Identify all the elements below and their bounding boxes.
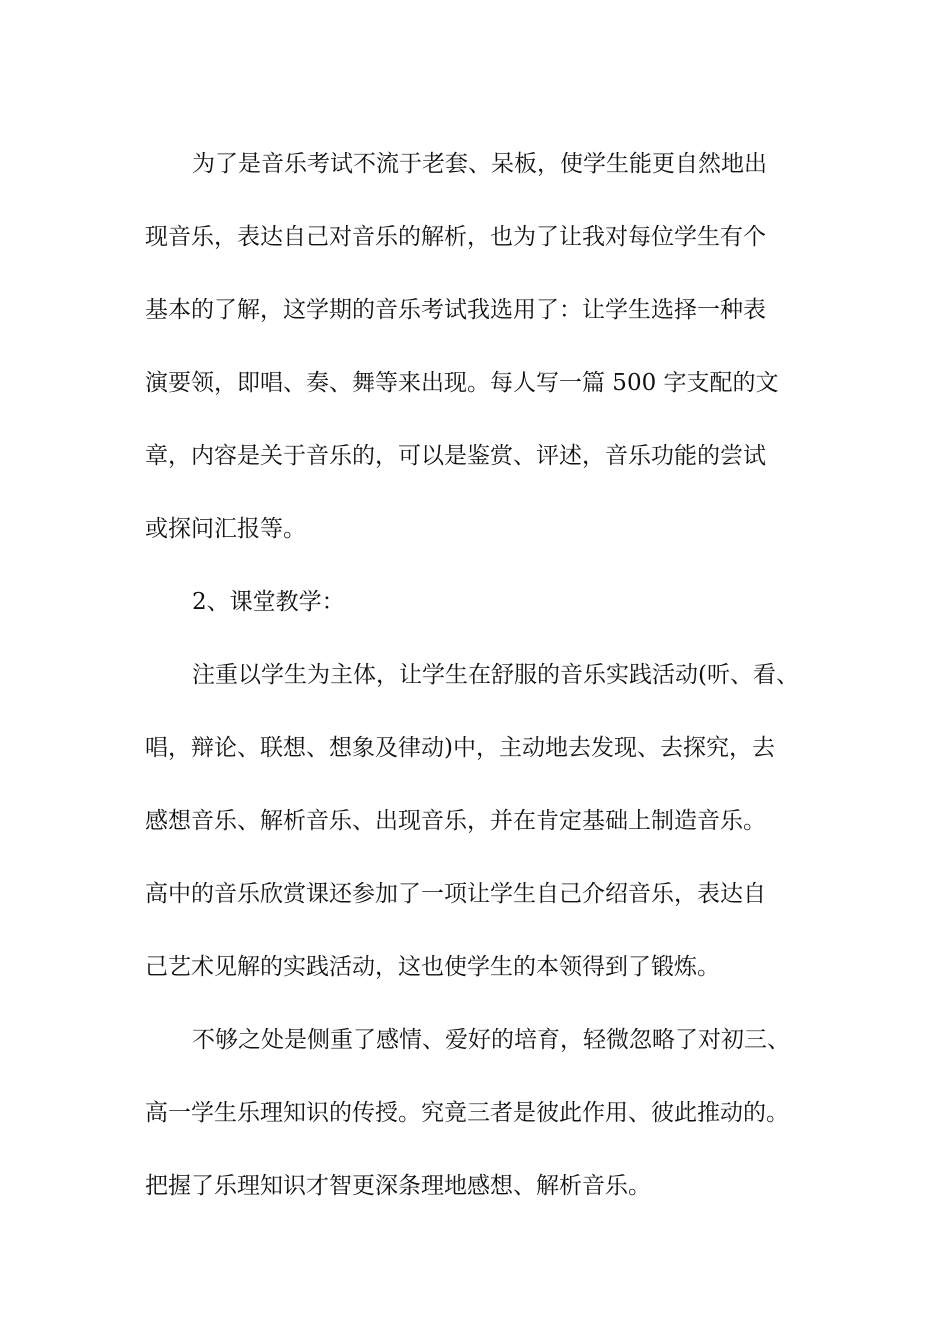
text-line: 高中的音乐欣赏课还参加了一项让学生自己介绍音乐，表达自 (145, 881, 766, 907)
paragraph-shortcomings (145, 1004, 815, 1223)
text-line: 己艺术见解的实践活动，这也使学生的本领得到了锻炼。 (145, 954, 720, 980)
text-line: 2、课堂教学： (192, 589, 345, 615)
text-line: 把握了乐理知识才智更深条理地感想、解析音乐。 (145, 1173, 651, 1199)
text-line: 不够之处是侧重了感情、爱好的培育，轻微忽略了对初三、 (192, 1027, 790, 1053)
section-heading-classroom-teaching (145, 566, 815, 639)
text-line: 章，内容是关于音乐的，可以是鉴赏、评述，音乐功能的尝试 (145, 443, 766, 469)
text-line: 感想音乐、解析音乐、出现音乐，并在肯定基础上制造音乐。 (145, 808, 766, 834)
text-line: 演要领，即唱、奏、舞等来出现。每人写一篇 500 字支配的文 (145, 370, 779, 396)
text-line: 为了是音乐考试不流于老套、呆板，使学生能更自然地出 (192, 151, 767, 177)
text-line: 唱，辩论、联想、想象及律动)中，主动地去发现、去探究，去 (145, 735, 775, 761)
text-line: 基本的了解，这学期的音乐考试我选用了：让学生选择一种表 (145, 297, 766, 323)
text-line: 或探问汇报等。 (145, 516, 306, 542)
text-line: 高一学生乐理知识的传授。究竟三者是彼此作用、彼此推动的。 (145, 1100, 789, 1126)
text-line: 现音乐，表达自己对音乐的解析，也为了让我对每位学生有个 (145, 224, 766, 250)
paragraph-student-centered (145, 639, 815, 1004)
text-line: 注重以学生为主体，让学生在舒服的音乐实践活动(听、看、 (192, 662, 799, 688)
paragraph-exam-reform (145, 128, 815, 566)
document-body (145, 128, 815, 1223)
